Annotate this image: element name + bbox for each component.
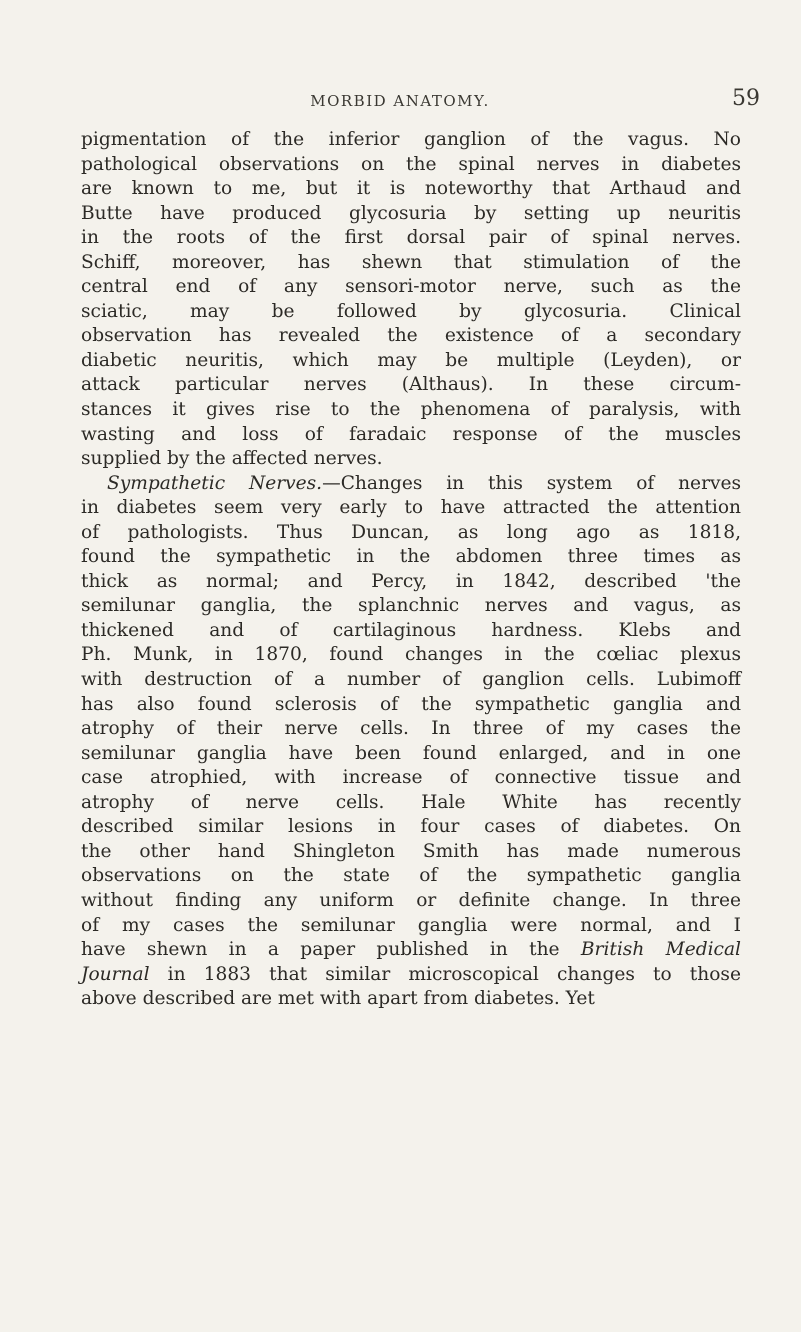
- text-line: thickened and of cartilaginous hardness. Klebs and: [81, 619, 741, 641]
- text-line: in diabetes seem very early to have attracted the attention: [81, 497, 741, 519]
- text-line-with-citation: [81, 938, 741, 963]
- text-line: the other hand Shingleton Smith has made numerous: [81, 840, 741, 862]
- text-line-with-citation: [81, 963, 741, 988]
- text-line: atrophy of their nerve cells. In three of my cases the: [81, 718, 741, 740]
- text-line: central end of any sensori-motor nerve, such as the: [81, 276, 741, 298]
- text-line: attack particular nerves (Althaus). In these circum-: [81, 374, 741, 396]
- text-line: pathological observations on the spinal nerves in diabetes: [81, 153, 741, 175]
- text-line: atrophy of nerve cells. Hale White has recently: [81, 791, 741, 813]
- text-segment: have shewn in a paper published in the: [81, 939, 560, 961]
- text-line: stances it gives rise to the phenomena of paralysis, with: [81, 399, 741, 421]
- text-line: semilunar ganglia have been found enlarged, and in one: [81, 742, 741, 764]
- journal-title-cont: Journal: [81, 963, 150, 985]
- text-line: Butte have produced glycosuria by setting up neuritis: [81, 202, 741, 224]
- text-line: sciatic, may be followed by glycosuria. Clinical: [81, 300, 741, 322]
- text-line: case atrophied, with increase of connective tissue and: [81, 767, 741, 789]
- journal-title: British Medical: [580, 939, 741, 961]
- text-line: described similar lesions in four cases of diabetes. On: [81, 816, 741, 838]
- text-line: of pathologists. Thus Duncan, as long ago as 1818,: [81, 521, 741, 543]
- running-title: MORBID ANATOMY.: [310, 92, 490, 110]
- text-line: wasting and loss of faradaic response of the muscles: [81, 423, 741, 445]
- text-line: above described are met with apart from diabetes. Yet: [81, 988, 595, 1010]
- section-first-line-rest: —Changes in this system of nerves: [322, 472, 742, 494]
- text-line: semilunar ganglia, the splanchnic nerves and vagus, as: [81, 595, 741, 617]
- text-line: are known to me, but it is noteworthy that Arthaud and: [81, 178, 741, 200]
- text-line: diabetic neuritis, which may be multiple (Leyden), or: [81, 349, 741, 371]
- text-line: of my cases the semilunar ganglia were normal, and I: [81, 914, 741, 936]
- text-line: Ph. Munk, in 1870, found changes in the cœliac plexus: [81, 644, 741, 666]
- running-head: [80, 86, 760, 116]
- text-line: observations on the state of the sympathetic ganglia: [81, 865, 741, 887]
- text-line: in the roots of the first dorsal pair of spinal nerves.: [81, 227, 741, 249]
- text-line: found the sympathetic in the abdomen three times as: [81, 546, 741, 568]
- text-line: with destruction of a number of ganglion cells. Lubimoff: [81, 669, 741, 691]
- text-line: Schiff, moreover, has shewn that stimulation of the: [81, 251, 741, 273]
- text-segment: in 1883 that similar microscopical changes to those: [167, 963, 741, 985]
- text-line: has also found sclerosis of the sympathetic ganglia and: [81, 693, 741, 715]
- body-text: [81, 128, 741, 1012]
- section-first-line: [81, 472, 741, 497]
- text-line: supplied by the affected nerves.: [81, 448, 383, 470]
- text-line: without finding any uniform or definite change. In three: [81, 889, 741, 911]
- page-number: 59: [732, 86, 760, 111]
- text-line: thick as normal; and Percy, in 1842, described 'the: [81, 570, 741, 592]
- text-line: pigmentation of the inferior ganglion of the vagus. No: [81, 129, 741, 150]
- section-heading: Sympathetic Nerves.: [107, 472, 323, 494]
- text-line: observation has revealed the existence of a secondary: [81, 325, 741, 347]
